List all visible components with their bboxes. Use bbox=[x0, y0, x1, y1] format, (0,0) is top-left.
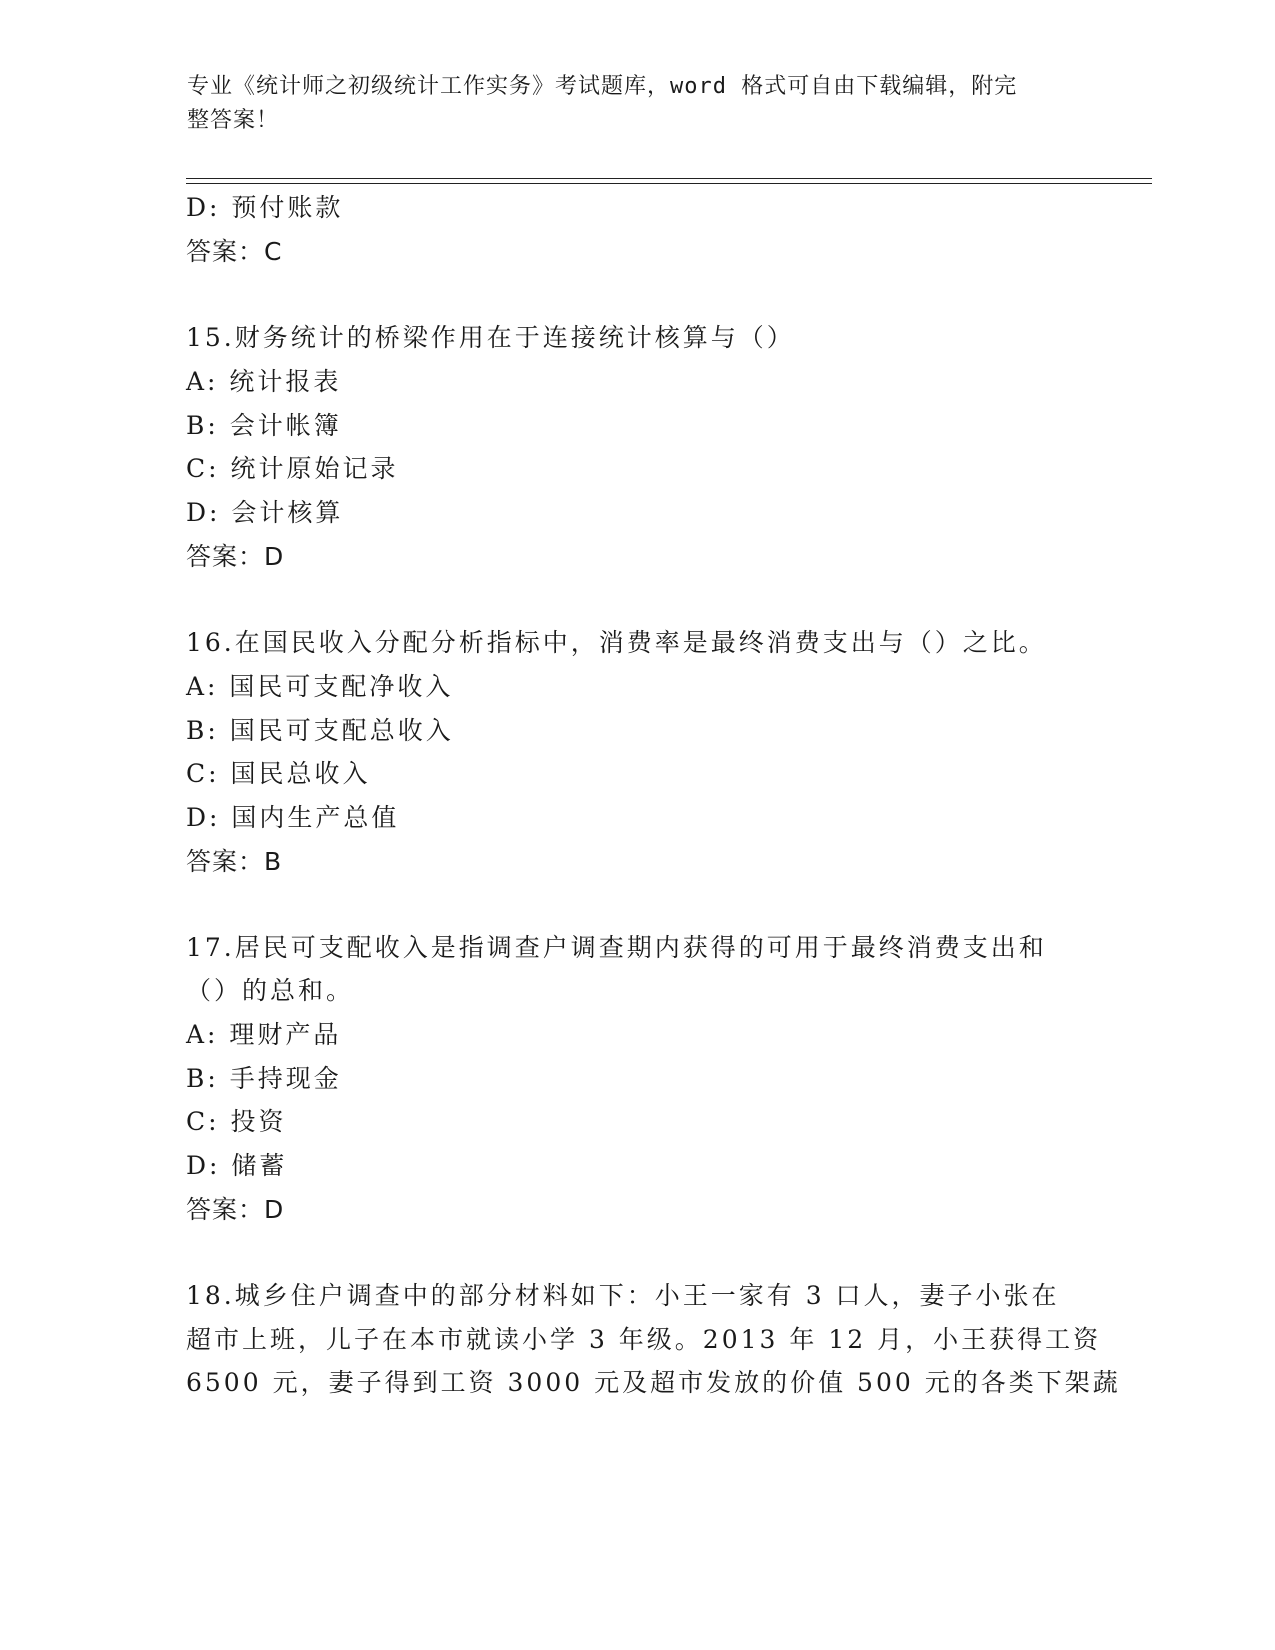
q17-answer: 答案：D bbox=[186, 1195, 285, 1224]
q16-option-d: D: 国内生产总值 bbox=[186, 803, 400, 832]
header-divider-top bbox=[186, 178, 1152, 179]
q15-option-b: B: 会计帐簿 bbox=[186, 411, 342, 440]
q17-stem-line-1: 17.居民可支配收入是指调查户调查期内获得的可用于最终消费支出和 bbox=[186, 933, 1047, 962]
q15-option-a: A: 统计报表 bbox=[186, 367, 342, 396]
q17-option-a: A: 理财产品 bbox=[186, 1020, 342, 1049]
q15-answer: 答案：D bbox=[186, 542, 285, 571]
q16-answer: 答案：B bbox=[186, 847, 283, 876]
header-line-1: 专业《统计师之初级统计工作实务》考试题库，word 格式可自由下载编辑，附完 bbox=[187, 74, 1018, 99]
q18-stem-line-2: 超市上班，儿子在本市就读小学 3 年级。2013 年 12 月，小王获得工资 bbox=[186, 1325, 1102, 1354]
q14-answer: 答案：C bbox=[186, 237, 283, 266]
q16-option-c: C: 国民总收入 bbox=[186, 759, 371, 788]
header-line-2: 整答案！ bbox=[187, 108, 280, 133]
q17-stem-line-2: （）的总和。 bbox=[186, 976, 355, 1005]
q17-option-c: C: 投资 bbox=[186, 1107, 287, 1136]
q15-stem: 15.财务统计的桥梁作用在于连接统计核算与（） bbox=[186, 323, 795, 352]
q15-option-d: D: 会计核算 bbox=[186, 498, 344, 527]
q16-stem: 16.在国民收入分配分析指标中，消费率是最终消费支出与（）之比。 bbox=[186, 628, 1047, 657]
q14-option-d: D: 预付账款 bbox=[186, 193, 344, 222]
q15-option-c: C: 统计原始记录 bbox=[186, 454, 399, 483]
q17-option-b: B: 手持现金 bbox=[186, 1064, 342, 1093]
q16-option-a: A: 国民可支配净收入 bbox=[186, 672, 454, 701]
header-divider-bottom bbox=[186, 183, 1152, 184]
q17-option-d: D: 储蓄 bbox=[186, 1151, 288, 1180]
q16-option-b: B: 国民可支配总收入 bbox=[186, 716, 454, 745]
q18-stem-line-1: 18.城乡住户调查中的部分材料如下：小王一家有 3 口人，妻子小张在 bbox=[186, 1281, 1060, 1310]
document-header bbox=[187, 70, 1067, 138]
q18-stem-line-3: 6500 元，妻子得到工资 3000 元及超市发放的价值 500 元的各类下架蔬 bbox=[186, 1368, 1121, 1397]
